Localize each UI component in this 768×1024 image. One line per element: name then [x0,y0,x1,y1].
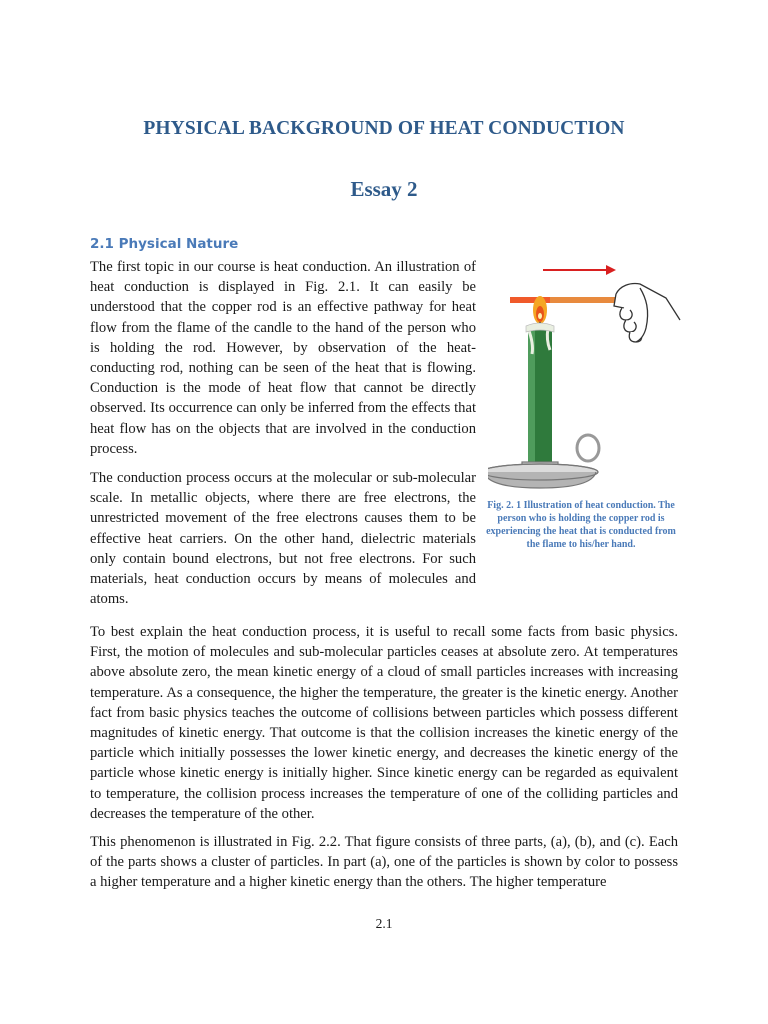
essay-title: Essay 2 [350,177,418,201]
page-number: 2.1 [375,916,393,931]
hand-icon [614,283,680,342]
section-heading: 2.1 Physical Nature [90,236,239,252]
paragraph-4: This phenomenon is illustrated in Fig. 2.2. That figure consists of three parts, (a), (b), and (c). Each of the parts shows a cluster of particles. In part (a), one of the particles is shown by color to possess a higher temperature and a higher kinetic energy than the others. The higher temperature [90,834,678,891]
paragraph-3: To best explain the heat conduction process, it is useful to recall some facts from basic physics. First, the motion of molecules and sub-molecular particles ceases at absolute zero. At temperatures above absolute zero, the mean kinetic energy of a cloud of small particles increases with increasing temperature. As a consequence, the higher the temperature, the greater is the kinetic energy. Another fact from basic physics teaches the outcome of collisions between particles which possess different magnitudes of kinetic energy. That outcome is that the collision increases the kinetic energy of the particle which initially possesses the lower kinetic energy, and decreases the kinetic energy of the particle whose kinetic energy is initially higher. Since kinetic energy can be regarded as equivalent to temperature, the collision process increases the temperature of one of the colliding particles and decreases the temperature of the other. [90,624,678,822]
flame-icon [533,296,547,324]
paragraph-2: The conduction process occurs at the molecular or sub-molecular scale. In metallic objects, where there are free electrons, the unrestricted movement of the free electrons causes them to be effective heat carriers. On the other hand, dielectric materials only contain bound electrons, but not free electrons. For such materials, heat conduction occurs by means of molecules and atoms. [90,470,476,608]
figure-caption: Fig. 2. 1 Illustration of heat conduction. The person who is holding the copper rod is experiencing the heat that is conducted from the flame to his/her hand. [486,500,676,550]
candle-icon [526,323,554,468]
heat-conduction-figure [488,258,688,490]
heat-conduction-illustration [488,258,688,490]
heat-flow-arrow-head [606,265,616,275]
document-title: PHYSICAL BACKGROUND OF HEAT CONDUCTION [143,118,625,139]
paragraph-1: The first topic in our course is heat conduction. An illustration of heat conduction is displayed in Fig. 2.1. It can easily be understood that the copper rod is an effective pathway for heat flow from the flame of the candle to the hand of the person who is holding the rod. However, by observation of the heat-conducting rod, nothing can be seen of the heat that is flowing. Conduction is the mode of heat flow that cannot be directly observed. Its occurrence can only be inferred from the effects that heat flow has on the objects that are involved in the conduction process. [90,259,476,457]
